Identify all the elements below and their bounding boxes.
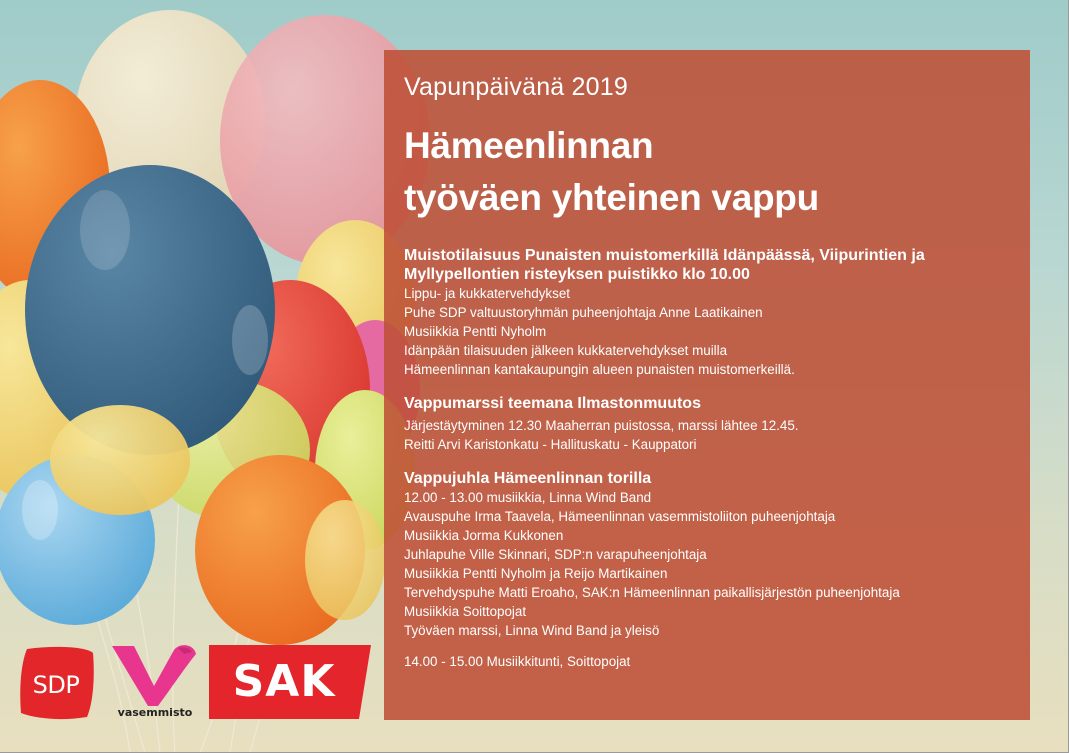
- final-program-item: 14.00 - 15.00 Musiikkitunti, Soittopojat: [404, 654, 631, 669]
- event-date: Vapunpäivänä 2019: [404, 73, 628, 101]
- program-item: Puhe SDP valtuustoryhmän puheenjohtaja Anne Laatikainen: [404, 305, 763, 320]
- section-title-line: Muistotilaisuus Punaisten muistomerkillä Idänpäässä, Viipurintien ja: [404, 247, 925, 264]
- section-title: Vappumarssi teemana Ilmastonmuutos: [404, 395, 701, 412]
- program-item: Musiikkia Soittopojat: [404, 604, 527, 619]
- event-title-line: työväen yhteinen vappu: [404, 177, 819, 218]
- program-item: Idänpään tilaisuuden jälkeen kukkatervehdykset muilla: [404, 343, 728, 358]
- sdp-logo-text: SDP: [32, 671, 80, 699]
- event-panel: [384, 50, 1030, 720]
- program-list: [404, 488, 1010, 640]
- vasemmisto-logo-text: vasemmisto: [117, 706, 193, 719]
- section-march: [404, 394, 1010, 454]
- program-item: Hämeenlinnan kantakaupungin alueen punaisten muistomerkeillä.: [404, 362, 795, 377]
- program-list: [404, 416, 1010, 454]
- section-memorial: [404, 246, 1010, 379]
- event-title-line: Hämeenlinnan: [404, 125, 654, 166]
- program-item: Työväen marssi, Linna Wind Band ja yleisö: [404, 623, 660, 638]
- program-list: [404, 284, 1010, 379]
- event-title: [404, 120, 1010, 224]
- program-item: Juhlapuhe Ville Skinnari, SDP:n varapuheenjohtaja: [404, 547, 707, 562]
- program-item: Lippu- ja kukkatervehdykset: [404, 286, 570, 301]
- program-item: 12.00 - 13.00 musiikkia, Linna Wind Band: [404, 490, 652, 505]
- program-item: Musiikkia Pentti Nyholm: [404, 324, 547, 339]
- program-item: Järjestäytyminen 12.30 Maaherran puistossa, marssi lähtee 12.45.: [404, 418, 799, 433]
- program-item: Tervehdyspuhe Matti Eroaho, SAK:n Hämeenlinnan paikallisjärjestön puheenjohtaja: [404, 585, 900, 600]
- program-item: Avauspuhe Irma Taavela, Hämeenlinnan vasemmistoliiton puheenjohtaja: [404, 509, 836, 524]
- section-festival: [404, 469, 1010, 640]
- program-item: Musiikkia Pentti Nyholm ja Reijo Martikainen: [404, 566, 668, 581]
- program-item: Reitti Arvi Karistonkatu - Hallituskatu - Kauppatori: [404, 437, 697, 452]
- sak-logo-text: SAK: [232, 656, 336, 707]
- section-title: [404, 246, 1010, 284]
- section-title: Vappujuhla Hämeenlinnan torilla: [404, 470, 652, 487]
- program-item: Musiikkia Jorma Kukkonen: [404, 528, 564, 543]
- section-title-line: Myllypellontien risteyksen puistikko klo 10.00: [404, 266, 750, 283]
